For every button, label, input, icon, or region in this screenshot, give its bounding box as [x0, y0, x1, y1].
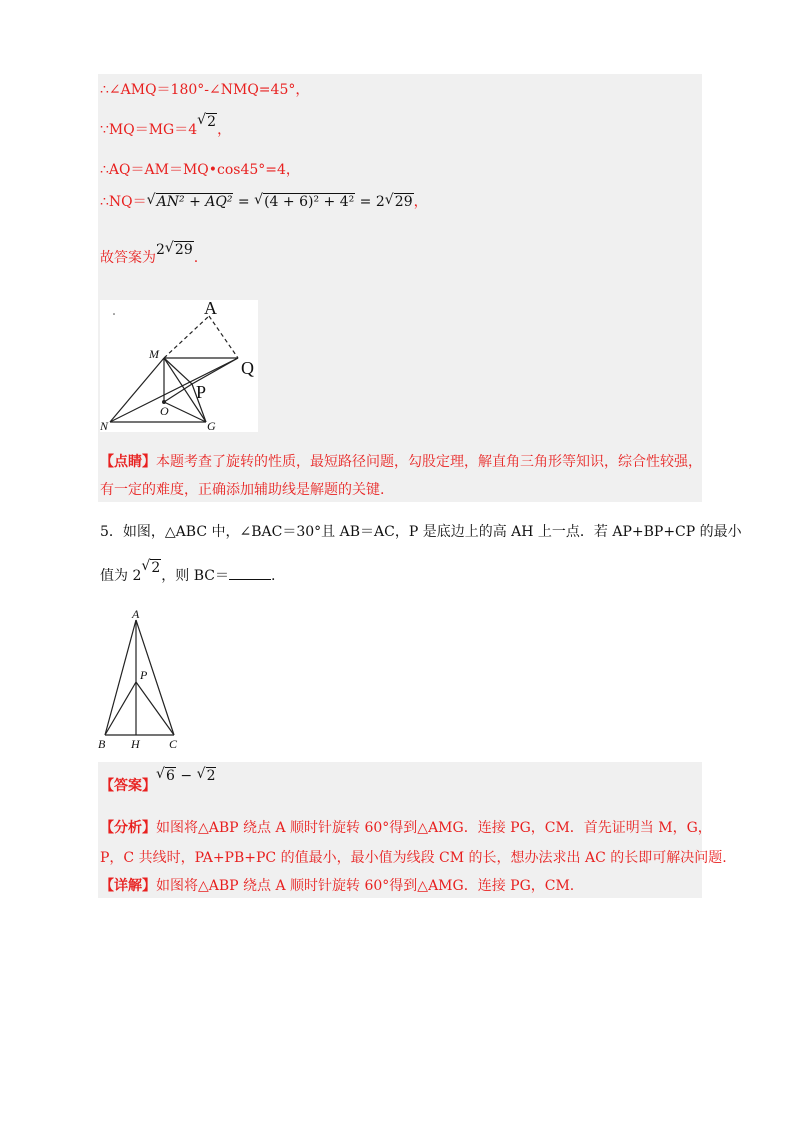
- solution-text: ∵MQ＝MG＝4: [100, 122, 198, 138]
- segment-AB: [105, 620, 136, 735]
- radicand: AN² + AQ²: [156, 194, 233, 210]
- label-G: G: [207, 419, 216, 432]
- radicand: 29: [394, 194, 413, 210]
- sqrt-expression-1: [147, 192, 234, 212]
- analysis-tag: 【分析】: [100, 820, 156, 836]
- answer-expression: [156, 766, 216, 786]
- equals: =: [233, 194, 255, 210]
- label-A: A: [204, 300, 217, 318]
- question-text: .: [271, 568, 276, 584]
- comment-line-1: [100, 452, 702, 472]
- detail-tag: 【详解】: [100, 878, 156, 894]
- segment-AQ: [209, 316, 238, 358]
- solution-line-3: [100, 160, 300, 180]
- solution-text: ∴∠AMQ＝180°-∠NMQ=45°，: [100, 82, 310, 98]
- segment-MN: [110, 358, 164, 422]
- radicand: 6: [166, 768, 175, 784]
- triangle-figure-svg: [98, 606, 184, 752]
- segment-MA: [164, 316, 209, 358]
- stray-dot: [113, 313, 115, 315]
- solution-text: ，: [217, 122, 232, 138]
- detail-text: 如图将△ABP 绕点 A 顺时针旋转 60°得到△AMG．连接 PG，CM.: [156, 878, 575, 894]
- answer-value: [156, 240, 194, 260]
- radicand: 2: [207, 114, 217, 130]
- rotation-figure-svg: [100, 300, 258, 432]
- segment-PB: [105, 682, 136, 735]
- solution-line-2: [100, 114, 232, 140]
- analysis-text: P，C 共线时，PA+PB+PC 的值最小，最小值为线段 CM 的长，想办法求出 AC 的长即可解决问题.: [100, 850, 727, 866]
- label-B: B: [98, 737, 106, 751]
- sqrt-2: [197, 112, 217, 132]
- label-C: C: [169, 737, 178, 751]
- solution-line-4: [100, 192, 428, 212]
- sqrt-expression-3: [385, 192, 414, 212]
- radicand: 2: [206, 768, 216, 784]
- question-text: 值为 2: [100, 568, 142, 584]
- question-5-line-1: [100, 522, 742, 542]
- solution-text: ∴NQ＝: [100, 194, 147, 210]
- coefficient: 2: [156, 242, 165, 258]
- comment-text: 有一定的难度，正确添加辅助线是解题的关键.: [100, 482, 385, 498]
- question-5-line-2: [100, 560, 276, 586]
- radicand: (4 + 6)² + 4²: [264, 194, 355, 210]
- segment-PC: [136, 682, 174, 735]
- segment-PQ: [192, 358, 238, 384]
- label-P: P: [140, 668, 148, 682]
- sqrt-expression-2: [254, 192, 355, 212]
- question-text: 5．如图，△ABC 中，∠BAC＝30°且 AB＝AC，P 是底边上的高 AH 上一点．若 AP+BP+CP 的最小: [100, 524, 742, 540]
- comment-text: 本题考查了旋转的性质，最短路径问题，勾股定理，解直角三角形等知识，综合性较强，: [156, 454, 702, 470]
- sqrt-2: [141, 558, 161, 578]
- answer-line: [100, 242, 199, 268]
- label-O: O: [160, 404, 169, 418]
- analysis-text: 如图将△ABP 绕点 A 顺时针旋转 60°得到△AMG．连接 PG，CM．首先证明当 M，G，: [156, 820, 712, 836]
- comment-tag: 【点睛】: [100, 454, 156, 470]
- comment-line-2: [100, 480, 384, 500]
- radicand: 2: [151, 560, 161, 576]
- triangle-figure: [98, 606, 184, 752]
- equals: = 2: [355, 194, 385, 210]
- label-M: M: [149, 347, 159, 361]
- solution-line-1: [100, 80, 309, 100]
- detail-line: [100, 876, 574, 896]
- question-text: ，则 BC＝: [161, 568, 229, 584]
- label-A: A: [132, 607, 140, 621]
- answer-label-line: [100, 768, 216, 796]
- radicand: 29: [174, 242, 193, 258]
- solution-text: ，: [413, 194, 428, 210]
- answer-blank[interactable]: [229, 579, 271, 580]
- rotation-figure: [100, 300, 258, 432]
- label-N: N: [100, 419, 109, 432]
- analysis-line-2: [100, 848, 727, 868]
- analysis-line-1: [100, 818, 712, 838]
- label-Q: Q: [241, 358, 254, 378]
- label-P: P: [196, 382, 207, 402]
- label-H: H: [131, 737, 140, 751]
- minus: −: [175, 768, 197, 784]
- answer-tag: 【答案】: [100, 778, 156, 794]
- solution-text: ∴AQ＝AM＝MQ•cos45°=4，: [100, 162, 300, 178]
- solution-text: 故答案为: [100, 250, 156, 266]
- solution-text: .: [193, 250, 199, 266]
